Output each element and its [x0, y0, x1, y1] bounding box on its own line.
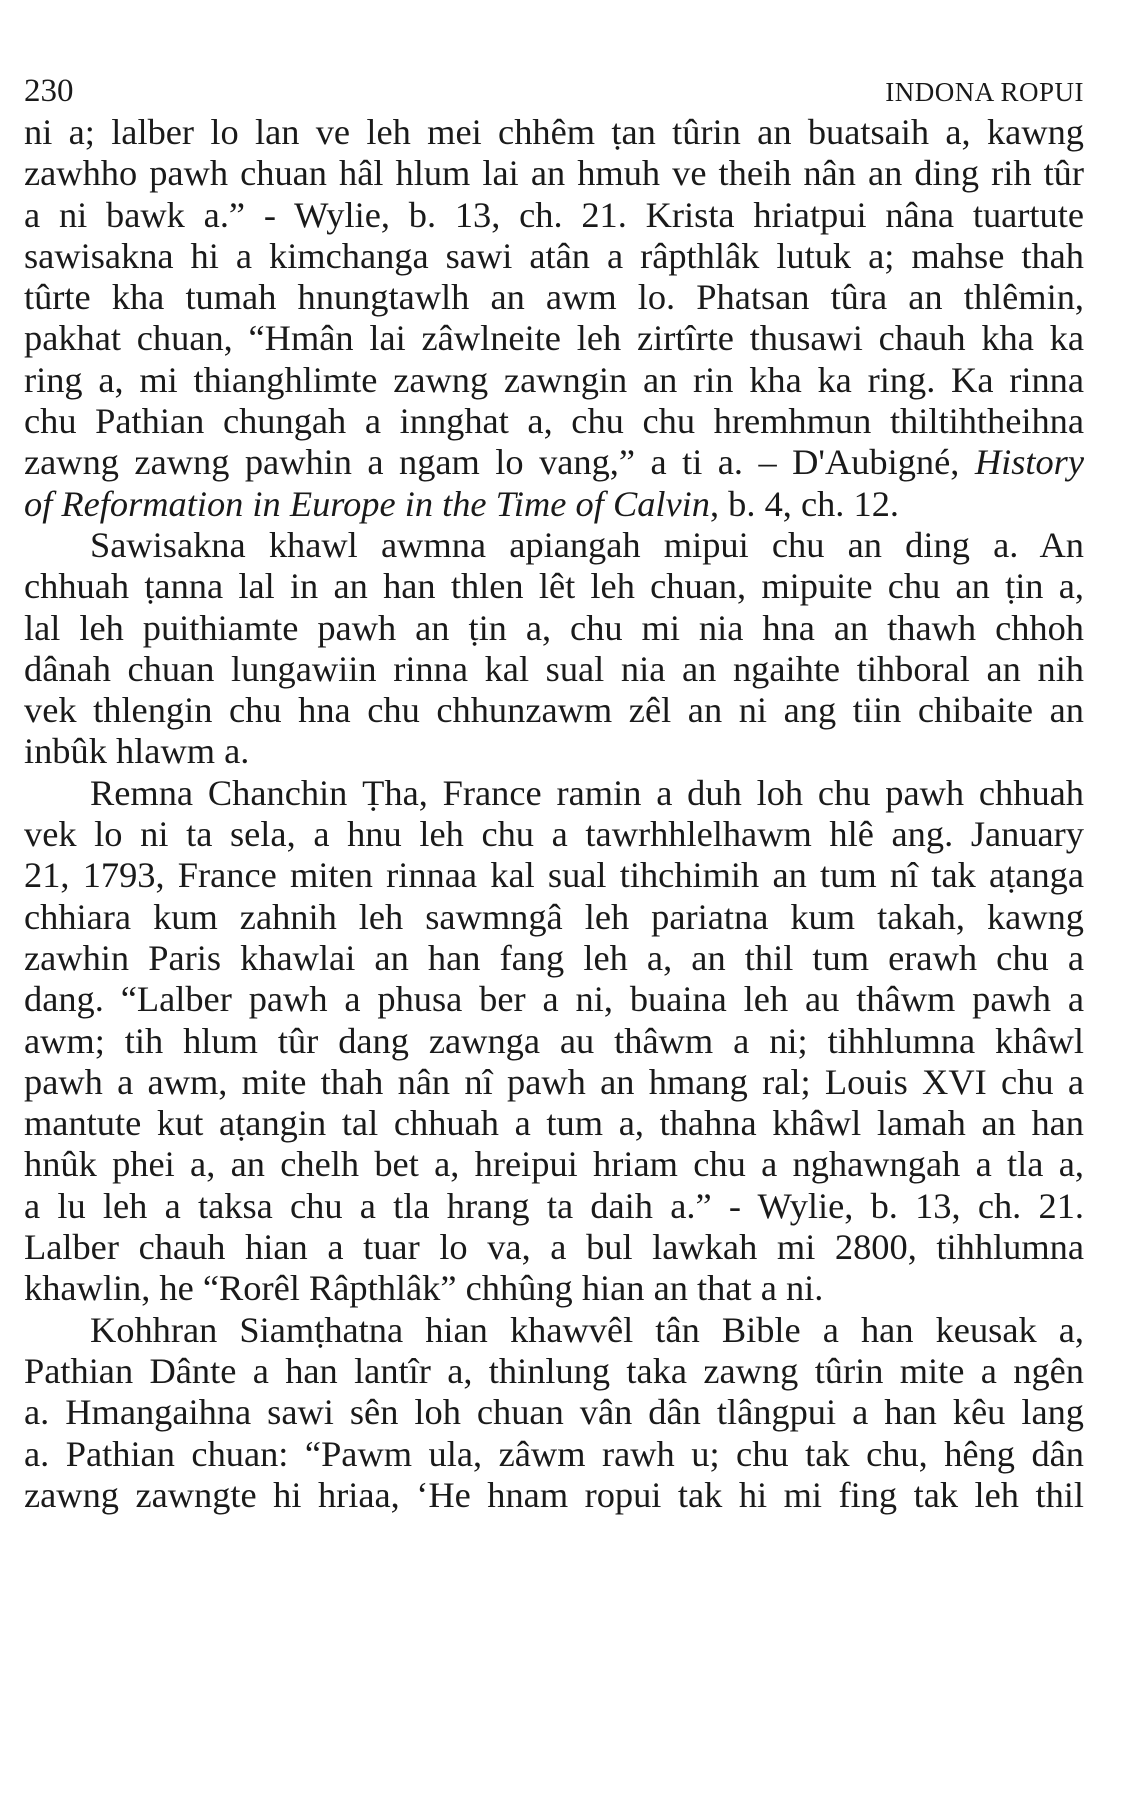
line-text: chu Pathian chungah a innghat a, chu chu hremhmun thiltihtheihna — [24, 401, 1084, 442]
text-line — [24, 897, 1084, 938]
line-text: a. Hmangaihna sawi sên loh chuan vân dân tlângpui a han kêu lang — [24, 1392, 1084, 1433]
text-line — [24, 1310, 1084, 1351]
text-line — [24, 608, 1084, 649]
line-text: pakhat chuan, “Hmân lai zâwlneite leh zirtîrte thusawi chauh kha ka — [24, 318, 1084, 359]
text-line — [24, 525, 1084, 566]
text-line — [24, 855, 1084, 896]
text-line — [24, 814, 1084, 855]
line-text: zawng zawng pawhin a ngam lo vang,” a ti a. – D'Aubigné, — [24, 442, 975, 483]
line-text: zawng zawngte hi hriaa, ‘He hnam ropui tak hi mi fing tak leh thil — [24, 1474, 1084, 1515]
text-line — [24, 938, 1084, 979]
line-text: inbûk hlawm a. — [24, 731, 250, 772]
line-text: Remna Chanchin Ṭha, France ramin a duh loh chu pawh chhuah — [90, 772, 1084, 813]
line-text: ni a; lalber lo lan ve leh mei chhêm ṭan tûrin an buatsaih a, kawng — [24, 112, 1084, 152]
line-text: zawhin Paris khawlai an han fang leh a, an thil tum erawh chu a — [24, 937, 1084, 978]
line-text: mantute kut aṭangin tal chhuah a tum a, thahna khâwl lamah an han — [24, 1103, 1084, 1144]
text-line — [24, 979, 1084, 1020]
line-text: 21, 1793, France miten rinnaa kal sual tihchimih an tum nî tak aṭanga — [24, 855, 1084, 896]
text-line — [24, 442, 1084, 483]
line-text: khawlin, he “Rorêl Râpthlâk” chhûng hian an that a ni. — [24, 1268, 824, 1309]
line-text: , b. 4, ch. 12. — [709, 483, 899, 524]
book-page — [24, 70, 1084, 1516]
line-text: lal leh puithiamte pawh an ṭin a, chu mi nia hna an thawh chhoh — [24, 607, 1084, 648]
running-head: INDONA ROPUI — [885, 77, 1084, 107]
text-line — [24, 1021, 1084, 1062]
text-line — [24, 1103, 1084, 1144]
text-line — [24, 690, 1084, 731]
page-number: 230 — [24, 73, 74, 109]
text-line — [24, 1268, 1084, 1309]
text-line — [24, 1062, 1084, 1103]
text-line — [24, 1434, 1084, 1475]
book-title-italic: of Reformation in Europe in the Time of Calvin — [24, 483, 710, 524]
text-line — [24, 277, 1084, 318]
line-text: vek lo ni ta sela, a hnu leh chu a tawrhhlelhawm hlê ang. January — [24, 814, 1084, 855]
text-line — [24, 1475, 1084, 1516]
text-line — [24, 153, 1084, 194]
line-text: pawh a awm, mite thah nân nî pawh an hmang ral; Louis XVI chu a — [24, 1061, 1084, 1102]
text-line — [24, 1144, 1084, 1185]
line-text: a. Pathian chuan: “Pawm ula, zâwm rawh u; chu tak chu, hêng dân — [24, 1433, 1084, 1474]
text-line — [24, 1227, 1084, 1268]
line-text: ring a, mi thianghlimte zawng zawngin an rin kha ka ring. Ka rinna — [24, 359, 1084, 400]
book-title-italic: History — [974, 442, 1084, 483]
text-line — [24, 318, 1084, 359]
line-text: a ni bawk a.” - Wylie, b. 13, ch. 21. Krista hriatpui nâna tuartute — [24, 194, 1084, 235]
page-header — [24, 70, 1084, 112]
text-line — [24, 1186, 1084, 1227]
line-text: Lalber chauh hian a tuar lo va, a bul lawkah mi 2800, tihhlumna — [24, 1227, 1084, 1268]
text-line — [24, 401, 1084, 442]
line-text: chhuah ṭanna lal in an han thlen lêt leh chuan, mipuite chu an ṭin a, — [24, 566, 1084, 607]
line-text: zawhho pawh chuan hâl hlum lai an hmuh ve theih nân an ding rih tûr — [24, 153, 1084, 194]
text-line — [24, 112, 1084, 153]
line-text: Pathian Dânte a han lantîr a, thinlung taka zawng tûrin mite a ngên — [24, 1350, 1084, 1391]
text-line — [24, 484, 1084, 525]
line-text: awm; tih hlum tûr dang zawnga au thâwm a ni; tihhlumna khâwl — [24, 1020, 1084, 1061]
text-line — [24, 1351, 1084, 1392]
line-text: dang. “Lalber pawh a phusa ber a ni, buaina leh au thâwm pawh a — [24, 979, 1084, 1020]
line-text: chhiara kum zahnih leh sawmngâ leh pariatna kum takah, kawng — [24, 896, 1084, 937]
text-line — [24, 649, 1084, 690]
line-text: dânah chuan lungawiin rinna kal sual nia an ngaihte tihboral an nih — [24, 648, 1084, 689]
text-line — [24, 773, 1084, 814]
line-text: Sawisakna khawl awmna apiangah mipui chu an ding a. An — [90, 524, 1084, 565]
line-text: Kohhran Siamṭhatna hian khawvêl tân Bible a han keusak a, — [90, 1309, 1084, 1350]
text-line — [24, 731, 1084, 772]
line-text: tûrte kha tumah hnungtawlh an awm lo. Phatsan tûra an thlêmin, — [24, 277, 1084, 318]
line-text: sawisakna hi a kimchanga sawi atân a râpthlâk lutuk a; mahse thah — [24, 235, 1084, 276]
text-line — [24, 236, 1084, 277]
line-text: hnûk phei a, an chelh bet a, hreipui hriam chu a nghawngah a tla a, — [24, 1144, 1084, 1185]
line-text: vek thlengin chu hna chu chhunzawm zêl an ni ang tiin chibaite an — [24, 690, 1084, 731]
text-line — [24, 566, 1084, 607]
text-line — [24, 1392, 1084, 1433]
line-text: a lu leh a taksa chu a tla hrang ta daih a.” - Wylie, b. 13, ch. 21. — [24, 1185, 1084, 1226]
text-line — [24, 360, 1084, 401]
text-line — [24, 195, 1084, 236]
body-text — [24, 112, 1084, 1516]
